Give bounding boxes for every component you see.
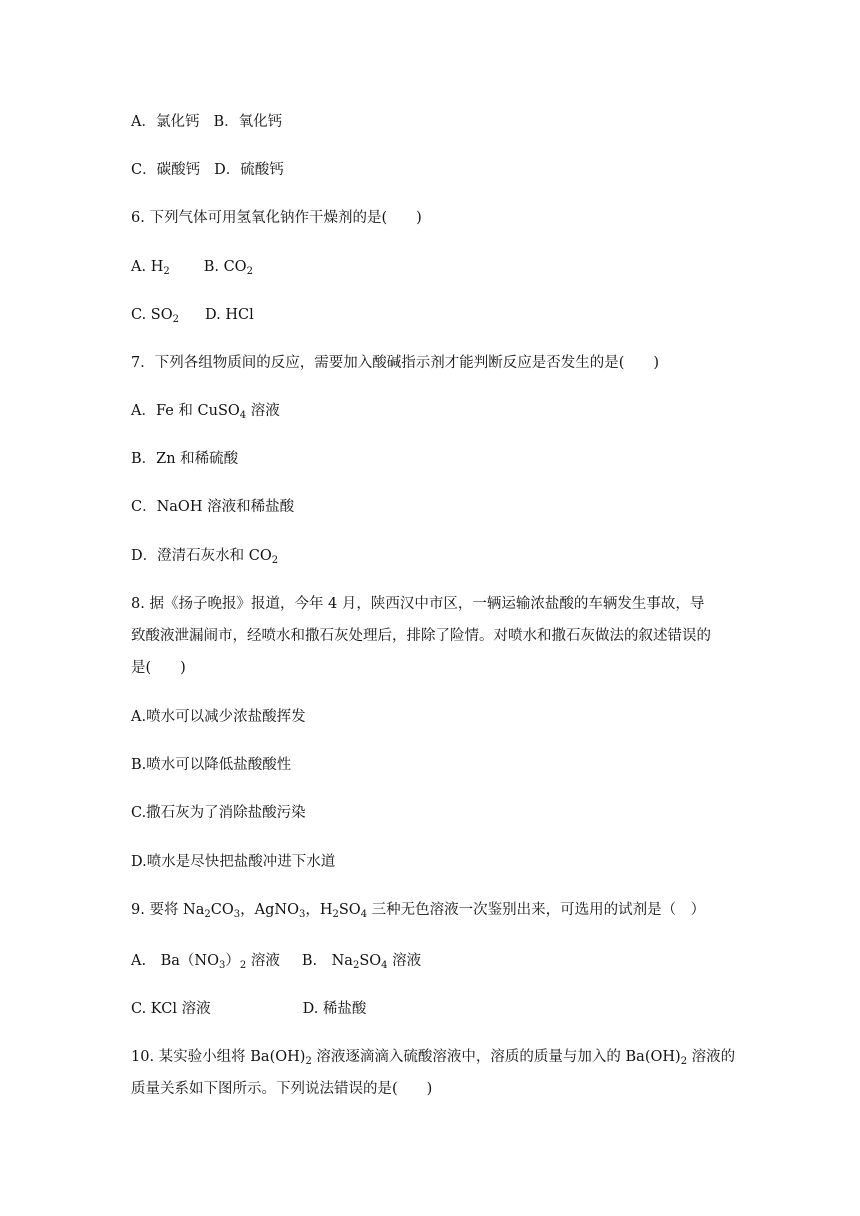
option-d: D．硫酸钙	[214, 162, 284, 178]
q8-option-c: C.撒石灰为了消除盐酸污染	[131, 805, 306, 821]
option-a: A．氯化钙	[131, 114, 200, 130]
q9-option-b: B. $Na_2SO_4$ 溶液	[301, 953, 422, 971]
q6-options-ab	[131, 257, 253, 277]
option-line-ab	[131, 112, 282, 132]
option-c: C．碳酸钙	[131, 162, 201, 178]
question-8-line-2: 致酸液泄漏闹市，经喷水和撒石灰处理后，排除了险情。对喷水和撒石灰做法的叙述错误的	[131, 628, 711, 644]
q9-options-ab	[131, 951, 421, 971]
question-9: 9. 要将 $Na_2CO_3$，AgNO$_3$，$H_2SO_4$ 三种无色溶液一次鉴别出来，可选用的试剂是（ ）	[131, 902, 706, 920]
question-8-line-1: 8. 据《扬子晚报》报道，今年 4 月，陕西汉中市区，一辆运输浓盐酸的车辆发生事故，导	[131, 596, 705, 612]
q6-option-c: C. $SO_2$	[131, 307, 179, 325]
question-8-line-3: 是( )	[131, 660, 186, 676]
q6-option-d: D. HCl	[205, 307, 254, 323]
q9-options-cd	[131, 999, 366, 1019]
q6-option-a: A. $H_2$	[131, 259, 170, 277]
q9-option-c: C. KCl 溶液	[131, 1001, 211, 1017]
option-line-cd	[131, 160, 284, 180]
option-b: B．氧化钙	[213, 114, 283, 130]
q7-option-d: D．澄清石灰水和 $CO_2$	[131, 548, 279, 566]
q8-option-b: B.喷水可以降低盐酸酸性	[131, 757, 292, 773]
question-10-line-2: 质量关系如下图所示。下列说法错误的是( )	[131, 1081, 433, 1097]
q9-option-d: D. 稀盐酸	[302, 1001, 367, 1017]
q8-option-a: A.喷水可以减少浓盐酸挥发	[131, 709, 306, 725]
question-10-line-1: 10. 某实验小组将 $Ba(OH)_2$ 溶液逐滴滴入硫酸溶液中，溶质的质量与加入的 $Ba(OH)_2$ 溶液的	[131, 1049, 736, 1067]
q7-option-c: C．NaOH 溶液和稀盐酸	[131, 499, 295, 515]
q6-option-b: B. $CO_2$	[203, 259, 253, 277]
q7-option-b: B．Zn 和稀硫酸	[131, 451, 239, 467]
question-7: 7．下列各组物质间的反应，需要加入酸碱指示剂才能判断反应是否发生的是( )	[131, 355, 660, 371]
q9-option-a: A. $Ba(NO_3)_2$ 溶液	[131, 953, 280, 971]
question-6: 6. 下列气体可用氢氧化钠作干燥剂的是( )	[131, 210, 422, 226]
q8-option-d: D.喷水是尽快把盐酸冲进下水道	[131, 854, 336, 870]
q7-option-a: A．Fe 和 CuSO$_4$ 溶液	[131, 403, 280, 421]
q6-options-cd	[131, 305, 254, 325]
